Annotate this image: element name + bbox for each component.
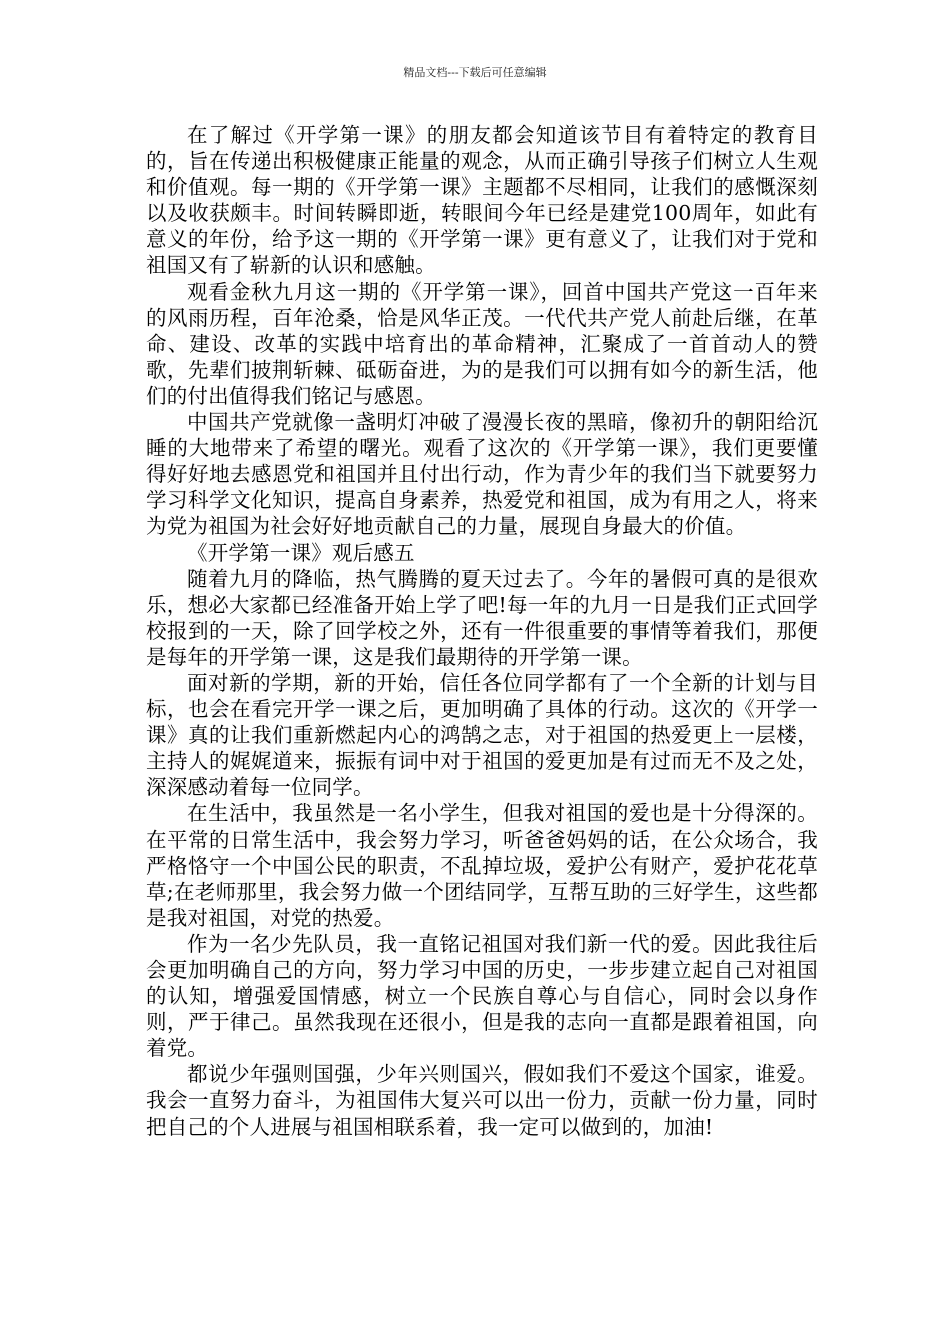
paragraph-8: 都说少年强则国强，少年兴则国兴，假如我们不爱这个国家，谁爱。我会一直努力奋斗，为祖国伟大复兴可以出一份力，贡献一份力量，同时把自己的个人进展与祖国相联系着，我一定可以做到的，加油! [146,1062,818,1139]
paragraph-2: 观看金秋九月这一期的《开学第一课》，回首中国共产党这一百年来的风雨历程，百年沧桑，恰是风华正茂。一代代共产党人前赴后继，在革命、建设、改革的实践中培育出的革命精神，汇聚成了一首首动人的赞歌，先辈们披荆斩棘、砥砺奋进，为的是我们可以拥有如今的新生活，他们的付出值得我们铭记与感恩。 [146,279,818,408]
paragraph-7: 作为一名少先队员，我一直铭记祖国对我们新一代的爱。因此我往后会更加明确自己的方向，努力学习中国的历史，一步步建立起自己对祖国的认知，增强爱国情感，树立一个民族自尊心与自信心，同时会以身作则，严于律己。虽然我现在还很小，但是我的志向一直都是跟着祖国，向着党。 [146,931,818,1061]
section-title: 《开学第一课》观后感五 [187,540,415,565]
paragraph-4: 随着九月的降临，热气腾腾的夏天过去了。今年的暑假可真的是很欢乐，想必大家都已经准备开始上学了吧!每一年的九月一日是我们正式回学校报到的一天，除了回学校之外，还有一件很重要的事情等着我们，那便是每年的开学第一课，这是我们最期待的开学第一课。 [146,566,818,669]
paragraph-5: 面对新的学期，新的开始，信任各位同学都有了一个全新的计划与目标，也会在看完开学一课之后，更加明确了具体的行动。这次的《开学一课》真的让我们重新燃起内心的鸿鹄之志，对于祖国的热爱更上一层楼，主持人的娓娓道来，振振有词中对于祖国的爱更加是有过而无不及之处，深深感动着每一位同学。 [146,670,818,800]
page-header: 精品文档---下载后可任意编辑 [403,66,547,79]
paragraph-1: 在了解过《开学第一课》的朋友都会知道该节目有着特定的教育目的，旨在传递出积极健康正能量的观念，从而正确引导孩子们树立人生观和价值观。每一期的《开学第一课》主题都不尽相同，让我们的感慨深刻以及收获颇丰。时间转瞬即逝，转眼间今年已经是建党100周年，如此有意义的年份，给予这一期的《开学第一课》更有意义了，让我们对于党和祖国又有了崭新的认识和感触。 [146,123,818,278]
paragraph-6: 在生活中，我虽然是一名小学生，但我对祖国的爱也是十分得深的。在平常的日常生活中，我会努力学习，听爸爸妈妈的话，在公众场合，我严格恪守一个中国公民的职责，不乱掉垃圾，爱护公有财产，爱护花花草草;在老师那里，我会努力做一个团结同学，互帮互助的三好学生，这些都是我对祖国，对党的热爱。 [146,801,818,930]
paragraph-3: 中国共产党就像一盏明灯冲破了漫漫长夜的黑暗，像初升的朝阳给沉睡的大地带来了希望的曙光。观看了这次的《开学第一课》，我们更要懂得好好地去感恩党和祖国并且付出行动，作为青少年的我们当下就要努力学习科学文化知识，提高自身素养，热爱党和祖国，成为有用之人，将来为党为祖国为社会好好地贡献自己的力量，展现自身最大的价值。 [146,410,818,539]
document-body [146,122,818,1140]
